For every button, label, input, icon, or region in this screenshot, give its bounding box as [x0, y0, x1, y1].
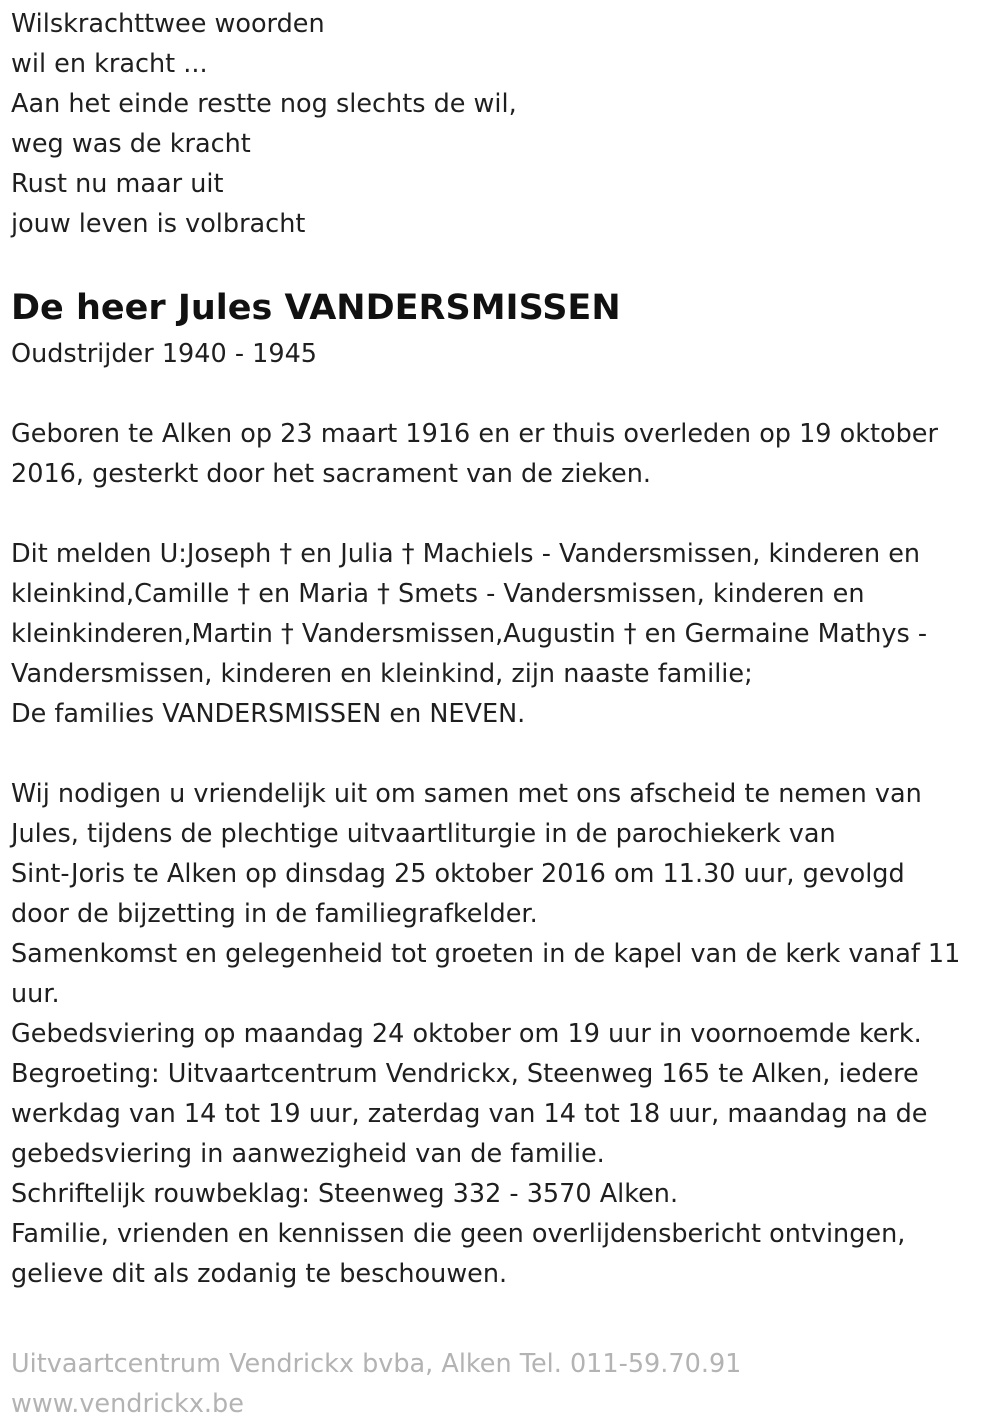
text-line: Dit melden U:Joseph † en Julia † Machiels - Vandersmissen, kinderen en: [11, 539, 921, 569]
poem-line: wil en kracht ...: [11, 49, 208, 79]
funeral-paragraph: [11, 774, 996, 1294]
text-line: gebedsviering in aanwezigheid van de familie.: [11, 1139, 605, 1169]
footer: [11, 1344, 996, 1424]
deceased-name: De heer Jules VANDERSMISSEN: [11, 288, 621, 328]
poem-line: Aan het einde restte nog slechts de wil,: [11, 89, 517, 119]
spacer: [11, 494, 996, 534]
birth-death-paragraph: [11, 414, 996, 494]
text-line: uur.: [11, 979, 60, 1009]
poem-line: Wilskrachttwee woorden: [11, 9, 325, 39]
text-line: werkdag van 14 tot 19 uur, zaterdag van 14 tot 18 uur, maandag na de: [11, 1099, 928, 1129]
text-line: Samenkomst en gelegenheid tot groeten in de kapel van de kerk vanaf 11: [11, 939, 961, 969]
text-line: Schriftelijk rouwbeklag: Steenweg 332 - 3570 Alken.: [11, 1179, 679, 1209]
deceased-subtitle: Oudstrijder 1940 - 1945: [11, 339, 318, 369]
text-line: Sint-Joris te Alken op dinsdag 25 oktober 2016 om 11.30 uur, gevolgd: [11, 859, 905, 889]
spacer: [11, 374, 996, 414]
text-line: Familie, vrienden en kennissen die geen overlijdensbericht ontvingen,: [11, 1219, 906, 1249]
text-line: Jules, tijdens de plechtige uitvaartliturgie in de parochiekerk van: [11, 819, 836, 849]
spacer: [11, 1294, 996, 1334]
footer-company: Uitvaartcentrum Vendrickx bvba, Alken Tel. 011-59.70.91: [11, 1349, 742, 1379]
text-line: Wij nodigen u vriendelijk uit om samen met ons afscheid te nemen van: [11, 779, 922, 809]
poem: [11, 4, 996, 244]
text-line: De families VANDERSMISSEN en NEVEN.: [11, 699, 526, 729]
footer-website[interactable]: www.vendrickx.be: [11, 1389, 244, 1419]
text-line: door de bijzetting in de familiegrafkelder.: [11, 899, 538, 929]
poem-line: weg was de kracht: [11, 129, 251, 159]
text-line: gelieve dit als zodanig te beschouwen.: [11, 1259, 508, 1289]
family-paragraph: [11, 534, 996, 734]
text-line: Geboren te Alken op 23 maart 1916 en er thuis overleden op 19 oktober: [11, 419, 938, 449]
spacer: [11, 734, 996, 774]
obituary-page: [11, 4, 996, 1424]
text-line: Vandersmissen, kinderen en kleinkind, zijn naaste familie;: [11, 659, 753, 689]
text-line: 2016, gesterkt door het sacrament van de zieken.: [11, 459, 652, 489]
text-line: kleinkind,Camille † en Maria † Smets - Vandersmissen, kinderen en: [11, 579, 865, 609]
text-line: Gebedsviering op maandag 24 oktober om 19 uur in voornoemde kerk.: [11, 1019, 922, 1049]
poem-line: jouw leven is volbracht: [11, 209, 306, 239]
text-line: kleinkinderen,Martin † Vandersmissen,Augustin † en Germaine Mathys -: [11, 619, 928, 649]
text-line: Begroeting: Uitvaartcentrum Vendrickx, Steenweg 165 te Alken, iedere: [11, 1059, 919, 1089]
poem-line: Rust nu maar uit: [11, 169, 224, 199]
